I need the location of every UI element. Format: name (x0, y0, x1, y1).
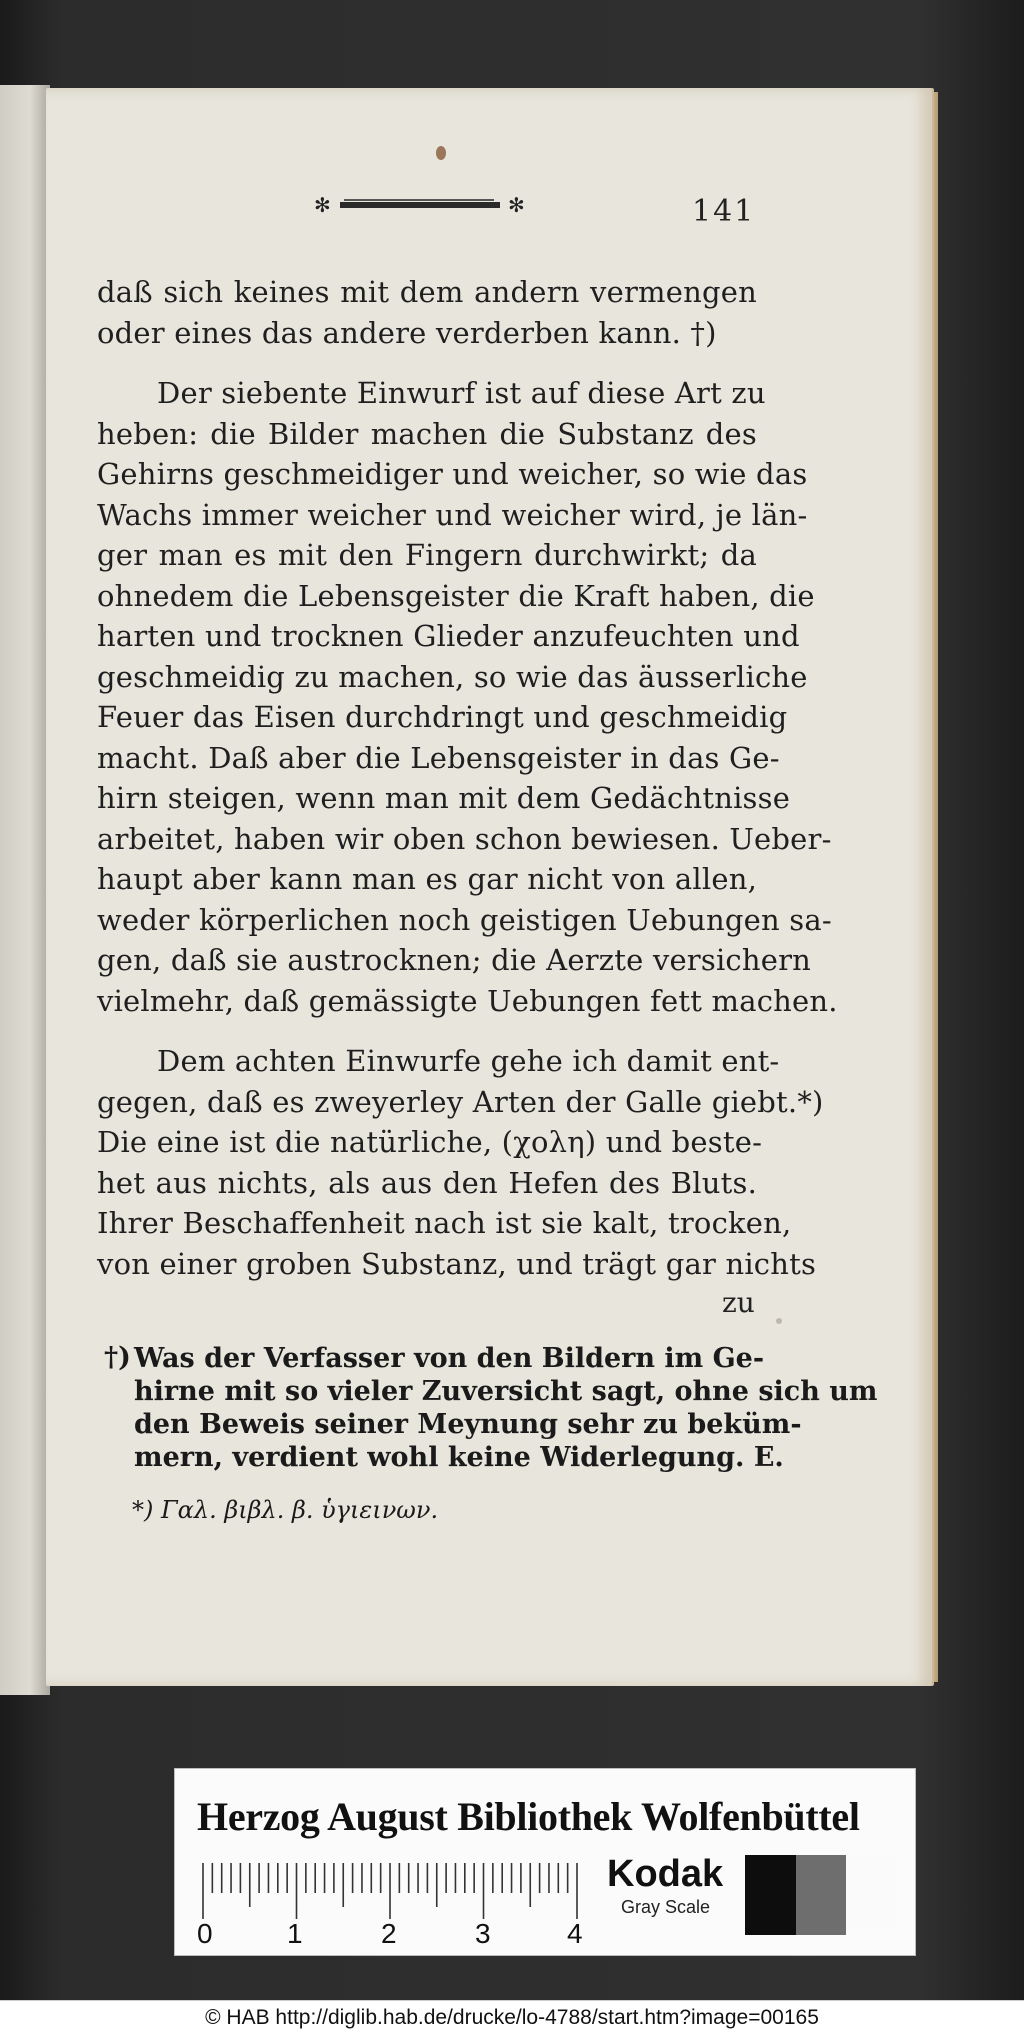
text-line: daß sich keines mit dem andern vermengen (97, 275, 757, 309)
text-line: Der siebente Einwurf ist auf diese Art zu (157, 376, 766, 410)
footer-bar (0, 2000, 1024, 2035)
text-line: Die eine ist die natürliche, (χολη) und beste- (97, 1125, 763, 1159)
ruler-number: 0 (197, 1918, 213, 1949)
svg-text:✻: ✻ (508, 193, 525, 217)
text-line: haupt aber kann man es gar nicht von allen, (97, 862, 757, 896)
swatch-black (745, 1855, 796, 1935)
footnote-line: Was der Verfasser von den Bildern im Ge- (134, 1343, 765, 1374)
footnote-line: mern, verdient wohl keine Widerlegung. E. (134, 1442, 784, 1473)
footnote-line: hirne mit so vieler Zuversicht sagt, ohne sich um (134, 1376, 878, 1407)
text-line: ger man es mit den Fingern durchwirkt; da (97, 538, 757, 572)
footnote-mark: †) (104, 1342, 131, 1373)
text-line: geschmeidig zu machen, so wie das äusserliche (97, 659, 808, 694)
ruler-number: 4 (567, 1918, 583, 1949)
text-line: het aus nichts, als aus den Hefen des Bluts. (97, 1165, 757, 1200)
text-line: vielmehr, daß gemässigte Uebungen fett machen. (97, 983, 838, 1018)
text-line: hirn steigen, wenn man mit dem Gedächtnisse (97, 781, 791, 815)
paper-stain (776, 1318, 782, 1324)
text-line: arbeitet, haben wir oben schon bewiesen. Ueber- (97, 821, 832, 856)
footnote-greek: *) Γαλ. βιβλ. β. ὑγιεινων. (132, 1496, 439, 1524)
gray-scale-swatches (745, 1855, 897, 1935)
ruler-number: 1 (287, 1918, 303, 1949)
ruler-scale (199, 1857, 585, 1949)
text-line: oder eines das andere verderben kann. †) (97, 315, 717, 350)
text-line: heben: die Bilder machen die Substanz des (97, 416, 757, 451)
text-line: harten und trocknen Glieder anzufeuchten und (97, 619, 800, 653)
previous-page-edge (0, 85, 50, 1695)
footnote (104, 1342, 878, 1474)
header-ornament (314, 194, 538, 218)
ruler-number: 2 (381, 1918, 397, 1949)
body-text (97, 272, 838, 1284)
swatch-gray (796, 1855, 847, 1935)
text-line: Gehirns geschmeidiger und weicher, so wie das (97, 457, 808, 491)
text-line: Dem achten Einwurfe gehe ich damit ent- (157, 1044, 780, 1078)
kodak-logo: Kodak (607, 1853, 724, 1895)
ruler-number: 3 (475, 1918, 491, 1949)
footnote-line: den Beweis seiner Meynung sehr zu beküm- (134, 1409, 802, 1440)
page-number: 141 (692, 194, 756, 229)
text-line: Wachs immer weicher und weicher wird, je län- (97, 497, 808, 532)
text-line: gen, daß sie austrocknen; die Aerzte versichern (97, 943, 812, 977)
text-line: weder körperlichen noch geistigen Uebungen sa- (97, 902, 832, 937)
catch-word: zu (722, 1286, 755, 1319)
svg-text:✻: ✻ (314, 193, 331, 217)
library-label-card (174, 1768, 916, 1956)
text-line: gegen, daß es zweyerley Arten der Galle giebt.*) (97, 1084, 824, 1119)
text-line: Ihrer Beschaffenheit nach ist sie kalt, trocken, (97, 1206, 792, 1240)
text-line: Feuer das Eisen durchdringt und geschmeidig (97, 700, 788, 734)
gray-scale-label: Gray Scale (621, 1897, 711, 1917)
text-line: macht. Daß aber die Lebensgeister in das Ge- (97, 740, 780, 775)
institution-name: Herzog August Bibliothek Wolfenbüttel (197, 1794, 860, 1839)
swatch-white (846, 1855, 897, 1935)
text-line: ohnedem die Lebensgeister die Kraft haben, die (97, 578, 815, 613)
footer-copyright-url[interactable]: © HAB http://diglib.hab.de/drucke/lo-4788/start.htm?image=00165 (205, 2006, 819, 2029)
paper-stain (436, 146, 446, 160)
text-line: von einer groben Substanz, und trägt gar nichts (97, 1246, 817, 1281)
